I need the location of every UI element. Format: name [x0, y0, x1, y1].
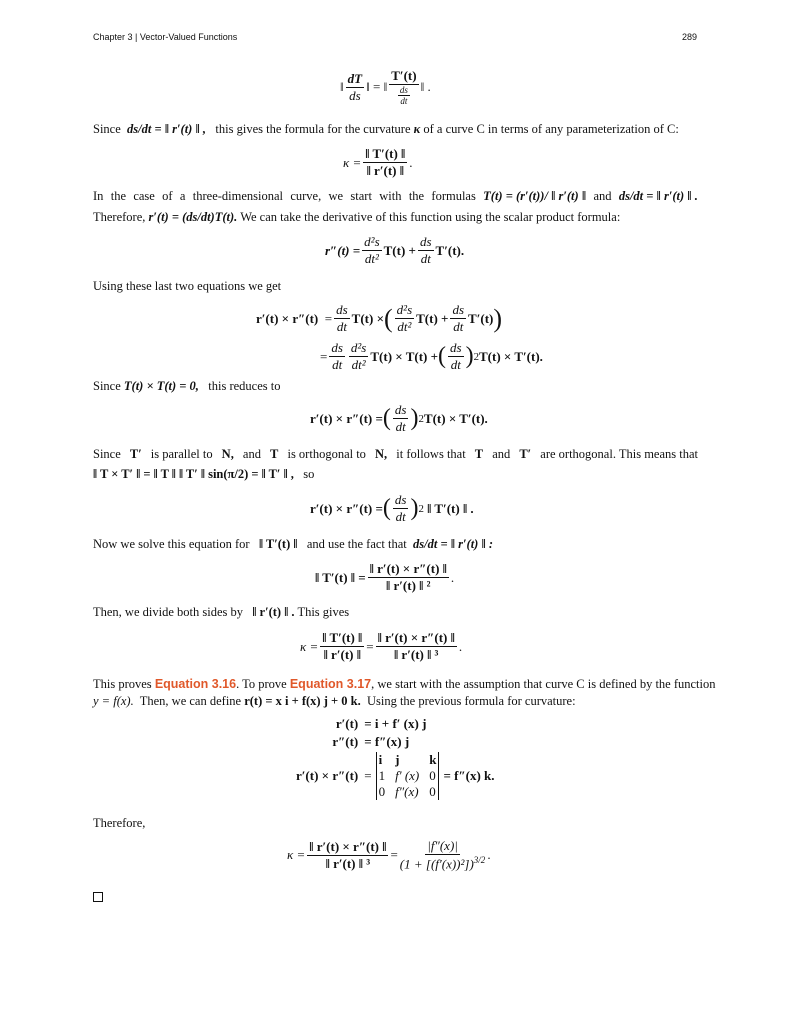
paragraph-line: Using these last two equations we get — [93, 279, 282, 293]
fraction-num: ds — [331, 340, 343, 355]
text: this reduces to — [208, 379, 281, 393]
eq-lhs: κ = — [343, 154, 362, 170]
word: case — [133, 189, 155, 203]
fraction-num: ‖ T′(t) ‖ — [322, 630, 363, 645]
equals: = — [324, 310, 333, 326]
fraction-num: ‖ r′(t) × r″(t) ‖ — [309, 838, 387, 854]
chapter-header: Chapter 3 | Vector-Valued Functions — [93, 32, 238, 42]
equation-T-prime-norm — [315, 561, 454, 594]
paragraph-line — [93, 379, 281, 394]
inline-math: T(t) = (r′(t))/ ‖ r′(t) ‖ — [483, 189, 587, 203]
paragraph-line — [93, 122, 679, 137]
word: is orthogonal to — [287, 447, 366, 461]
equation-system — [296, 716, 495, 800]
eq-lhs: r″(t) — [332, 734, 359, 749]
word: Since — [93, 447, 121, 461]
paragraph-line: Therefore, — [93, 816, 146, 830]
text: Therefore, — [93, 210, 146, 224]
fraction-den: ‖ r′(t) ‖ ² — [386, 578, 431, 593]
inline-math: κ — [413, 122, 421, 136]
text: Then, we divide both sides by — [93, 605, 243, 619]
matrix-cell: i — [378, 752, 383, 767]
word: the — [110, 189, 127, 203]
fraction-den: dt² — [397, 319, 412, 334]
paragraph-line — [93, 537, 493, 552]
word: curve, — [290, 189, 322, 203]
equation-kappa-function — [287, 838, 491, 872]
word: In — [93, 189, 104, 203]
inline-math: ds/dt = ‖ r′(t) ‖ . — [618, 189, 698, 203]
fraction-den: ds — [349, 87, 361, 103]
exponent: 2 — [418, 502, 424, 515]
eq-lhs: r′(t) × r″(t) — [256, 310, 319, 326]
inline-math: ‖ T × T′ ‖ = ‖ T ‖ ‖ T′ ‖ sin(π/2) = ‖ T′ ‖ , — [93, 467, 294, 481]
equation-cross-product-row1 — [256, 302, 502, 335]
inline-math: ds/dt = ‖ r′(t) ‖ : — [413, 537, 494, 551]
equals: = — [320, 348, 328, 364]
inline-math: y = f(x). — [93, 694, 134, 708]
equation-3-16-link[interactable]: Equation 3.16 — [154, 677, 237, 691]
equation-curvature — [343, 146, 413, 179]
fraction-num: ds — [452, 302, 465, 317]
matrix-cell: j — [395, 752, 400, 767]
text: We can take the derivative of this function using the scalar product formula: — [240, 210, 621, 224]
paren: ( — [384, 303, 393, 333]
term: T(t) + — [383, 242, 416, 258]
word: a — [179, 189, 186, 203]
fraction-den: dt² — [364, 251, 379, 266]
paragraph-line — [93, 605, 349, 620]
equation-3-17-link[interactable]: Equation 3.17 — [289, 677, 372, 691]
punct: . — [409, 154, 413, 170]
word: is parallel to — [150, 447, 213, 461]
inline-math: ds/dt = ‖ r′(t) ‖ , — [127, 122, 207, 136]
word: and — [242, 447, 261, 461]
word: the — [408, 189, 425, 203]
inline-math: T′ — [129, 447, 142, 461]
term: ‖ T′(t) ‖ . — [427, 500, 474, 516]
fraction-num: ds — [336, 302, 348, 317]
equals: = — [390, 847, 398, 863]
word: with — [379, 189, 402, 203]
matrix-cell: f″(x) — [395, 784, 419, 799]
fraction-den: dt — [450, 357, 461, 372]
matrix-cell: k — [429, 752, 437, 767]
eq-lhs: κ = — [300, 638, 319, 654]
term: T(t) × T′(t). — [423, 410, 488, 426]
term: T(t) × — [351, 310, 384, 326]
eq-lhs: r′(t) × r″(t) — [296, 768, 359, 783]
equals: = — [364, 768, 372, 783]
text: this gives the formula for the curvature — [215, 122, 411, 136]
matrix-cell: f′ (x) — [395, 768, 420, 783]
text: Now we solve this equation for — [93, 537, 250, 551]
fraction-num: d²s — [350, 340, 367, 355]
matrix-cell: 0 — [429, 768, 436, 783]
inline-math: T — [474, 447, 484, 461]
punct: . — [458, 638, 463, 654]
word: we — [328, 189, 344, 203]
fraction-den: ‖ r′(t) ‖ ³ — [393, 647, 439, 662]
eq-rhs: = i + f′ (x) j — [364, 716, 427, 731]
fraction-num: dT — [347, 70, 363, 86]
inline-math: r(t) = x i + f(x) j + 0 k. — [244, 694, 361, 708]
text: Since — [93, 122, 121, 136]
word: start — [350, 189, 372, 203]
paragraph-line — [93, 189, 698, 204]
text: and use the fact that — [306, 537, 407, 551]
inline-math: ‖ T′(t) ‖ — [258, 537, 298, 551]
fraction-den: dt — [336, 319, 347, 334]
inline-math: T — [270, 447, 279, 461]
equation-cross-product-row2: = $\frac{ds}{dt}$ $\frac{\text{d²s}}{\text{dt²}}$ T(t) × T(t) + ( $\frac{ds}{dt}$ ) 2 T(t) × T′(t). — [320, 340, 543, 372]
inline-math: r′(t) = (ds/dt)T(t). — [148, 210, 238, 224]
fraction-num: T′(t) — [391, 68, 417, 83]
text: This proves — [93, 677, 152, 691]
fraction-num: ds — [394, 402, 407, 417]
word: three-dimensional — [192, 189, 284, 203]
eq-lhs: r′(t) × r″(t) = — [310, 500, 383, 516]
word: are orthogonal. This means that — [540, 447, 698, 461]
inline-math: T(t) × T(t) = 0, — [123, 379, 199, 393]
equals: = — [366, 638, 374, 654]
paren: ) — [493, 303, 503, 333]
word: formulas — [431, 189, 476, 203]
fraction-num: ds — [419, 234, 432, 249]
fraction-num: ‖ r′(t) × r″(t) ‖ — [369, 561, 447, 576]
paragraph-line — [93, 677, 716, 692]
term: T′(t) — [468, 310, 494, 326]
fraction-den: dt — [453, 319, 464, 334]
text: of a curve C in terms of any parameterization of C: — [423, 122, 679, 136]
fraction-num: |f″(x)| — [427, 838, 458, 853]
paragraph-line — [93, 694, 576, 709]
equation-r-double-prime — [325, 234, 464, 267]
matrix-cell: 0 — [378, 784, 386, 799]
equation-reduced: r′(t) × r″(t) = ( $\frac{ds}{dt}$ ) 2 T(t) × T′(t). — [310, 402, 488, 434]
inline-math: N, — [375, 447, 388, 461]
text: so — [303, 467, 315, 481]
fraction-den: dt — [420, 251, 431, 266]
text: Since — [93, 379, 121, 393]
paragraph-line — [93, 467, 314, 482]
term: T(t) × T′(t). — [479, 348, 543, 364]
fraction-den: dt² — [351, 357, 366, 372]
matrix-cell: 1 — [378, 768, 386, 783]
fraction-num: ds — [394, 492, 407, 507]
eq-lhs: r′(t) × r″(t) = — [310, 410, 383, 426]
matrix-cell: 0 — [429, 784, 436, 799]
eq-lhs: ‖ T′(t) ‖ = — [315, 569, 366, 585]
text: , we start with the assumption that curve C is defined by the function — [371, 677, 716, 691]
word: and — [593, 189, 612, 203]
fraction-den: ‖ r′(t) ‖ ³ — [325, 855, 371, 871]
word: of — [162, 189, 173, 203]
term: T′(t). — [435, 242, 465, 258]
paragraph-line — [93, 210, 620, 225]
word: it follows that — [396, 447, 466, 461]
inline-math: T′ — [519, 447, 532, 461]
fraction-den: dt — [400, 96, 408, 106]
fraction-num: d²s — [364, 234, 380, 249]
fraction-num: ds — [450, 340, 462, 355]
fraction-den: ‖ r′(t) ‖ — [366, 163, 404, 178]
fraction-den: ‖ r′(t) ‖ — [323, 647, 361, 662]
fraction-den: dt — [332, 357, 343, 372]
exponent: 3/2 — [473, 855, 486, 865]
eq-rhs: = f″(x) j — [364, 734, 410, 749]
text: Using the previous formula for curvature: — [366, 694, 576, 708]
exponent: 2 — [418, 412, 424, 425]
punct: . — [450, 569, 455, 585]
term: T(t) + — [416, 310, 449, 326]
qed-square-icon — [93, 892, 103, 902]
exponent: 2 — [473, 350, 480, 363]
fraction-num: ‖ T′(t) ‖ — [365, 146, 406, 161]
fraction-den: dt — [395, 419, 406, 434]
inline-math: ‖ r′(t) ‖ . — [252, 605, 295, 619]
punct: . — [487, 847, 491, 863]
fraction-den: dt — [395, 509, 406, 524]
paragraph-line — [93, 447, 698, 462]
equation-dT-ds: ‖ $\frac{dT}{ds}$ ‖ = ‖ $\frac{T'(t)}{\frac{ds}{dt}}$ ‖ . — [340, 68, 431, 106]
page-number: 289 — [681, 32, 697, 42]
eq-lhs: r″(t) = — [325, 242, 361, 258]
determinant-matrix — [376, 752, 440, 800]
fraction-num: ‖ r′(t) × r″(t) ‖ — [377, 630, 455, 645]
text: This gives — [297, 605, 350, 619]
term: T(t) × T(t) + — [370, 348, 439, 364]
equation-norm: r′(t) × r″(t) = ( $\frac{ds}{dt}$ ) 2 ‖ T′(t) ‖ . — [310, 492, 474, 524]
fraction-num: ds — [399, 85, 408, 95]
inline-math: N, — [221, 447, 234, 461]
text: Then, we can define — [139, 694, 242, 708]
eq-lhs: κ = — [287, 847, 306, 863]
text: . To prove — [236, 677, 287, 691]
fraction-num: d²s — [396, 302, 413, 317]
eq-rhs: = f″(x) k. — [443, 768, 495, 783]
equation-kappa-general — [300, 630, 462, 663]
eq-lhs: r′(t) — [335, 716, 359, 731]
word: and — [492, 447, 511, 461]
fraction-den: (1 + [(f′(x))²]) — [399, 856, 474, 872]
